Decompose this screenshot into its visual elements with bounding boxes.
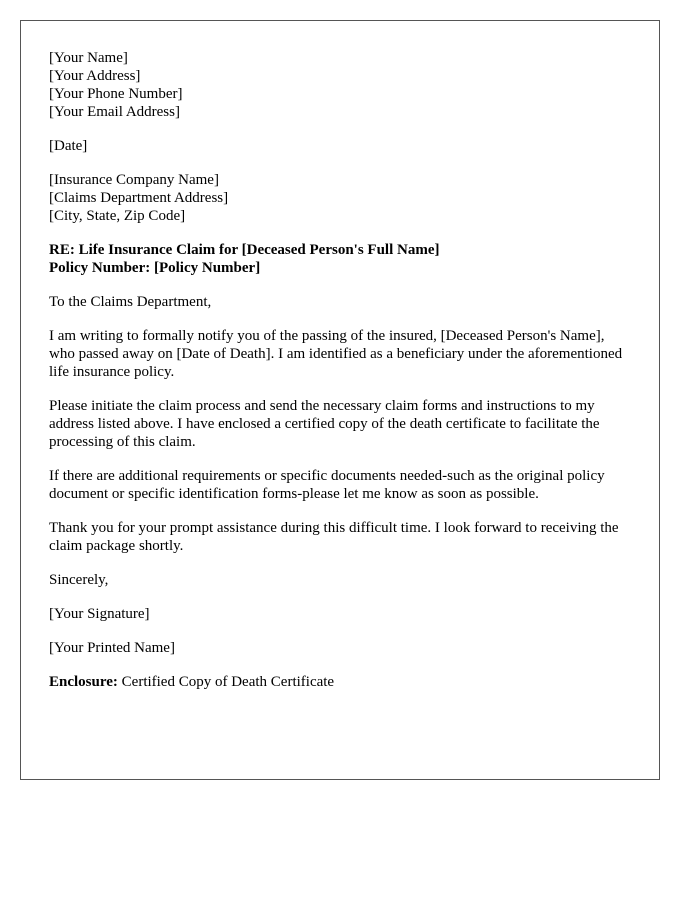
letter-page bbox=[20, 20, 660, 780]
subject-block bbox=[49, 241, 631, 277]
sender-address: [Your Address] bbox=[49, 68, 141, 84]
recipient-block bbox=[49, 171, 631, 225]
closing: Sincerely, bbox=[49, 572, 109, 588]
letter-date: [Date] bbox=[49, 138, 88, 154]
signature: [Your Signature] bbox=[49, 606, 150, 622]
recipient-address: [Claims Department Address] bbox=[49, 190, 229, 206]
body-paragraph-3: If there are additional requirements or specific documents needed-such as the original policy document or specific identification forms-please let me know as soon as possible. bbox=[49, 468, 605, 502]
enclosure-text: Certified Copy of Death Certificate bbox=[121, 674, 335, 690]
enclosure-label: Enclosure: bbox=[49, 674, 118, 690]
recipient-city-state-zip: [City, State, Zip Code] bbox=[49, 208, 186, 224]
body-paragraph-4: Thank you for your prompt assistance during this difficult time. I look forward to receiving the claim package shortly. bbox=[49, 520, 619, 554]
body-paragraph-1: I am writing to formally notify you of the passing of the insured, [Deceased Person's Name], who passed away on [Date of Death]. I am identified as a beneficiary under the aforementioned life insurance policy. bbox=[49, 328, 623, 380]
subject-re-line: RE: Life Insurance Claim for [Deceased Person's Full Name] bbox=[49, 242, 440, 258]
sender-phone: [Your Phone Number] bbox=[49, 86, 183, 102]
sender-email: [Your Email Address] bbox=[49, 104, 180, 120]
subject-policy-line: Policy Number: [Policy Number] bbox=[49, 260, 261, 276]
sender-block bbox=[49, 49, 631, 121]
sender-name: [Your Name] bbox=[49, 50, 128, 66]
recipient-company: [Insurance Company Name] bbox=[49, 172, 219, 188]
date-block bbox=[49, 137, 631, 155]
enclosure-line bbox=[49, 673, 631, 691]
body-paragraph-2: Please initiate the claim process and send the necessary claim forms and instructions to my address listed above. I have enclosed a certified copy of the death certificate to facilitate the processing of this claim. bbox=[49, 398, 600, 450]
salutation: To the Claims Department, bbox=[49, 294, 212, 310]
printed-name: [Your Printed Name] bbox=[49, 640, 175, 656]
